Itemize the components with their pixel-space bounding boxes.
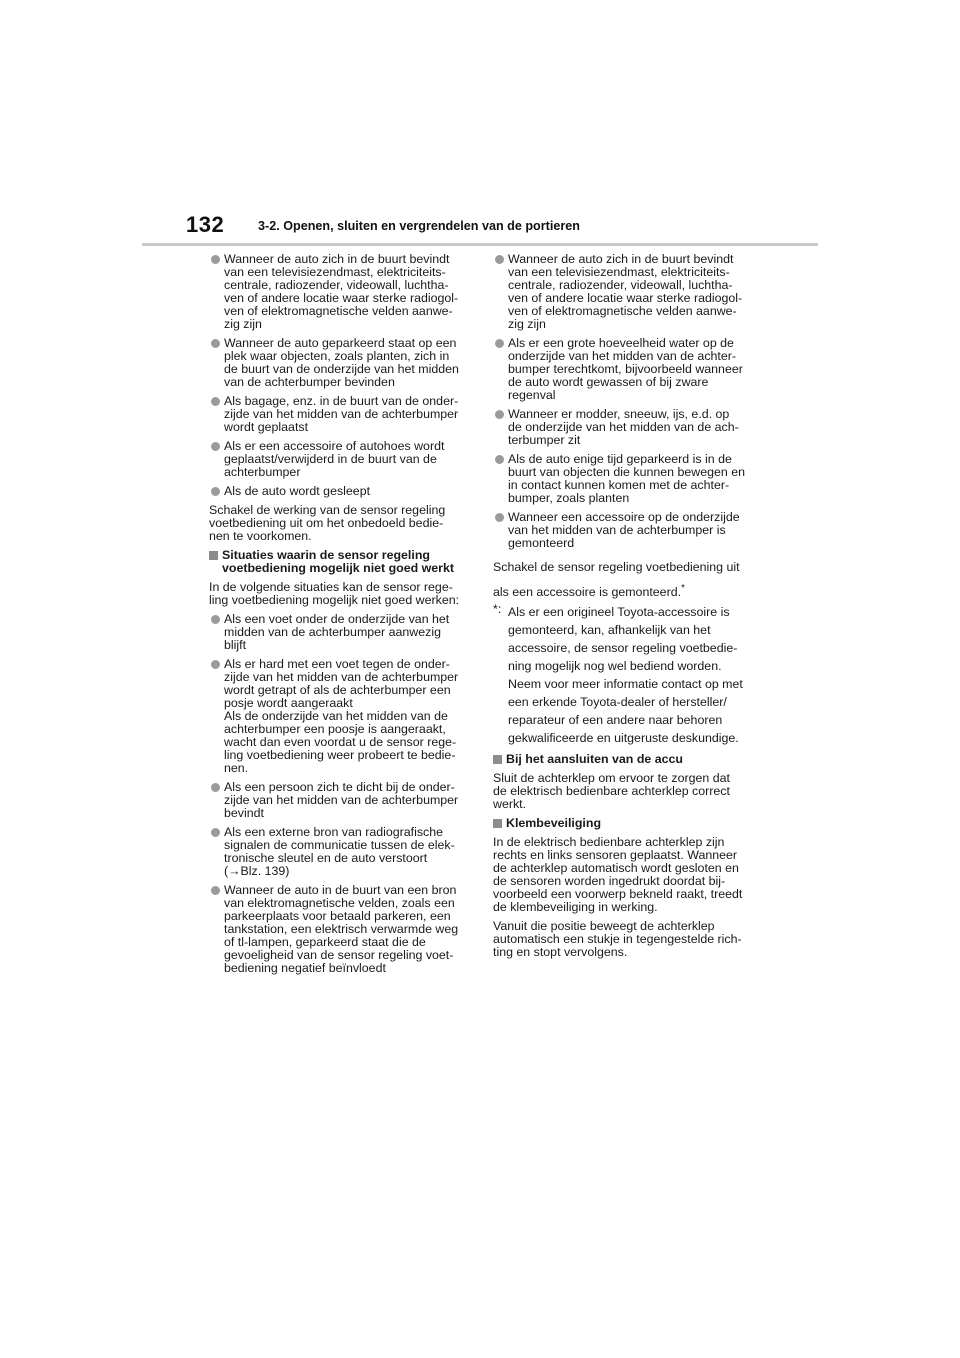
header-divider	[142, 243, 818, 246]
text: Als de auto wordt gesleept	[224, 484, 371, 498]
square-bullet-icon	[209, 551, 218, 560]
bullet-item	[209, 395, 469, 434]
bullet-item	[209, 440, 469, 479]
bullet-dot-icon	[495, 339, 504, 348]
paragraph	[493, 578, 753, 603]
bullet-dot-icon	[211, 255, 220, 264]
text: Wanneer een accessoire op de onderzijde van het midden van de achterbumper is gemonteerd	[508, 510, 740, 550]
text: In de volgende situaties kan de sensor rege- ling voetbediening mogelijk niet goed werken:	[209, 580, 460, 607]
bullet-item	[493, 253, 753, 331]
square-bullet-icon	[493, 755, 502, 764]
subheading	[493, 817, 753, 830]
bullet-item	[493, 408, 753, 447]
bullet-dot-icon	[495, 455, 504, 464]
paragraph	[209, 504, 469, 543]
bullet-item	[209, 253, 469, 331]
text: Vanuit die positie beweegt de achterklep automatisch een stukje in tegengestelde rich- ting en stopt vervolgens.	[493, 919, 742, 960]
bullet-dot-icon	[495, 255, 504, 264]
text: Als een persoon zich te dicht bij de onder- zijde van het midden van de achterbumper bevindt	[224, 780, 459, 820]
text: Als er hard met een voet tegen de onder- zijde van het midden van de achterbumper wordt getrapt of als de achterbumper een posje wordt aangeraakt Als de onderzijde van het midden van de achterbumper een poosje is aangeraakt, wacht dan even voordat u de sensor rege- ling voetbediening weer probeert te bedie- nen.	[224, 657, 459, 775]
bullet-dot-icon	[495, 513, 504, 522]
page-header	[0, 0, 960, 250]
text: Schakel de werking van de sensor regeling voetbediening uit om het onbedoeld bedie- nen te voorkomen.	[209, 503, 446, 543]
bullet-item	[209, 658, 469, 775]
bullet-item	[493, 337, 753, 402]
text: Klembeveiliging	[506, 816, 602, 831]
bullet-dot-icon	[211, 615, 220, 624]
text: Schakel de sensor regeling voetbediening uit	[493, 560, 740, 574]
paragraph	[493, 772, 753, 811]
bullet-dot-icon	[211, 339, 220, 348]
bullet-dot-icon	[211, 886, 220, 895]
bullet-dot-icon	[211, 783, 220, 792]
text: In de elektrisch bedienbare achterklep zijn rechts en links sensoren geplaatst. Wanneer de achterklep automatisch wordt gesloten en de sensoren worden ingedrukt doordat bij- voorbeeld een voorwerp bekneld raakt, treedt de klembeveiliging in werking.	[493, 835, 743, 915]
bullet-item	[209, 485, 469, 498]
paragraph	[493, 556, 753, 578]
text: Wanneer de auto geparkeerd staat op een plek waar objecten, zoals planten, zich in de buurt van de onderzijde van het midden van de achterbumper bevinden	[224, 336, 459, 389]
footnote-reference: *	[681, 583, 686, 594]
paragraph	[493, 836, 753, 914]
bullet-dot-icon	[211, 660, 220, 669]
bullet-dot-icon	[211, 442, 220, 451]
footnote	[493, 603, 753, 747]
text: Wanneer er modder, sneeuw, ijs, e.d. op de onderzijde van het midden van de ach- terbumper zit	[508, 407, 739, 447]
text: als een accessoire is gemonteerd.	[493, 585, 682, 600]
bullet-item	[493, 511, 753, 550]
text: Situaties waarin de sensor regeling voetbediening mogelijk niet goed werkt	[222, 548, 455, 575]
bullet-dot-icon	[495, 410, 504, 419]
subheading	[493, 753, 753, 766]
bullet-item	[209, 337, 469, 389]
bullet-item	[493, 453, 753, 505]
subheading	[209, 549, 469, 575]
square-bullet-icon	[493, 819, 502, 828]
footnote-marker: *:	[493, 602, 502, 617]
text: Wanneer de auto in de buurt van een bron van elektromagnetische velden, zoals een parkeerplaats voor betaald parkeren, een tankstation, een elektrisch verwarmde weg of tl-lampen, geparkeerd staat die de gevoeligheid van de sensor regeling voet- bediening negatief beïnvloedt	[224, 883, 459, 975]
section-title: 3-2. Openen, sluiten en vergrendelen van de portieren	[258, 219, 580, 233]
bullet-item	[209, 884, 469, 975]
left-column	[209, 253, 469, 981]
text: Als er een grote hoeveelheid water op de onderzijde van het midden van de achter- bumper terechtkomt, bijvoorbeeld wanneer de auto wordt gewassen of bij zware regenval	[508, 336, 743, 402]
bullet-item	[209, 781, 469, 820]
right-column	[493, 253, 753, 965]
bullet-dot-icon	[211, 828, 220, 837]
text: Als een externe bron van radiografische signalen de communicatie tussen de elek- tronische sleutel en de auto verstoort (→Blz. 139)	[224, 825, 455, 878]
page-number: 132	[186, 212, 225, 237]
text: Bij het aansluiten van de accu	[506, 752, 683, 767]
paragraph	[209, 581, 469, 607]
text: Sluit de achterklep om ervoor te zorgen dat de elektrisch bedienbare achterklep correct werkt.	[493, 771, 730, 812]
text: Als er een origineel Toyota-accessoire is gemonteerd, kan, afhankelijk van het accessoire, de sensor regeling voetbedie- ning mogelijk nog wel bediend worden. Neem voor meer informatie contact op met een erkende Toyota-dealer of hersteller/ reparateur of een andere naar behoren gekwalificeerde en uitgeruste deskundige.	[508, 605, 743, 746]
paragraph	[493, 920, 753, 959]
text: Als een voet onder de onderzijde van het midden van de achterbumper aanwezig blijft	[224, 612, 450, 652]
bullet-item	[209, 826, 469, 878]
bullet-item	[209, 613, 469, 652]
bullet-dot-icon	[211, 397, 220, 406]
text: Als er een accessoire of autohoes wordt geplaatst/verwijderd in de buurt van de achterbumper	[224, 439, 445, 479]
text: Als bagage, enz. in de buurt van de onder- zijde van het midden van de achterbumper wordt geplaatst	[224, 394, 459, 434]
text: Wanneer de auto zich in de buurt bevindt van een televisiezendmast, elektriciteits- centrale, radiozender, videowall, luchtha- ven of andere locatie waar sterke radiogol- ven of elektromagnetische velden aanwe- zig zijn	[508, 252, 743, 331]
text: Wanneer de auto zich in de buurt bevindt van een televisiezendmast, elektriciteits- centrale, radiozender, videowall, luchtha- ven of andere locatie waar sterke radiogol- ven of elektromagnetische velden aanwe- zig zijn	[224, 252, 459, 331]
text: Als de auto enige tijd geparkeerd is in de buurt van objecten die kunnen bewegen en in contact kunnen komen met de achter- bumper, zoals planten	[508, 452, 745, 505]
bullet-dot-icon	[211, 487, 220, 496]
